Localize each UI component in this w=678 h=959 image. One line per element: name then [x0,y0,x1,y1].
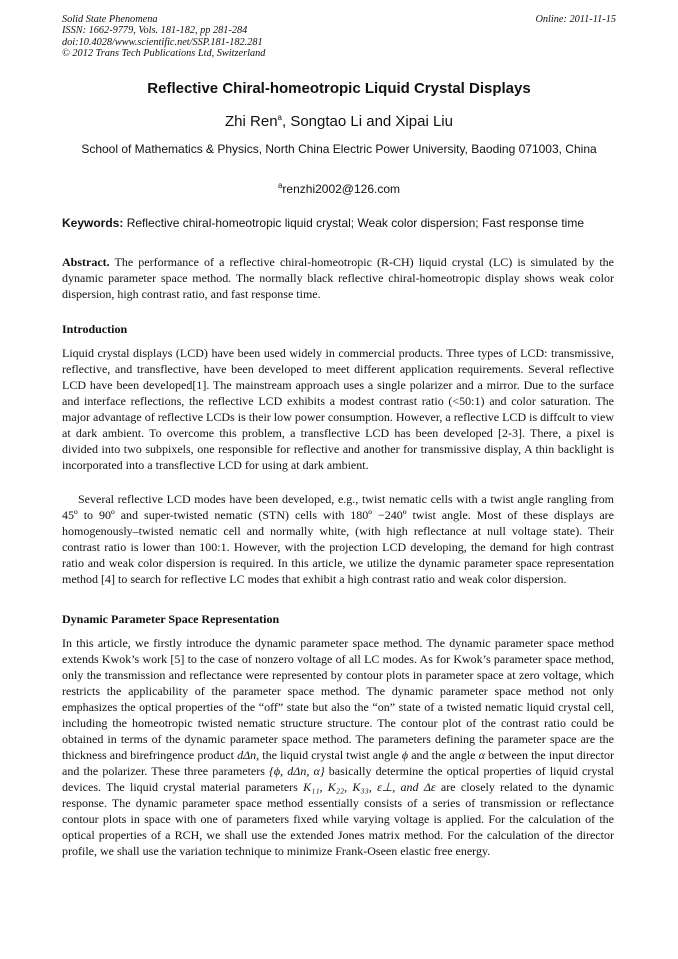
abstract-text: The performance of a reflective chiral-homeotropic (R-CH) liquid crystal (LC) is simulated by the dynamic parameter space method. The normally black reflective chiral-homeotropic display shows weak color dispersion, high contrast ratio, and fast response time. [62,255,614,301]
dps-text-c: and the angle [408,748,479,762]
author-first-sup: a [277,113,282,122]
online-date: Online: 2011-11-15 [535,14,616,25]
abstract-label: Abstract. [62,255,110,269]
author-email [0,181,678,196]
journal-header [62,14,265,59]
journal-name: Solid State Phenomena [62,14,158,25]
author-list [0,113,678,130]
parameter-set: {ϕ, dΔn, α} [269,764,325,778]
journal-copyright: © 2012 Trans Tech Publications Ltd, Switzerland [62,47,266,59]
symbol-d-delta-n: dΔn [237,748,257,762]
symbol-alpha: α [478,748,485,762]
email-sup: a [277,181,283,190]
material-parameters: K₁₁, K₂₂, K₃₃, ε⊥, and Δε [303,780,436,794]
dps-text-d: between the input director and the polarizer. These three parameters [62,748,614,778]
affiliation: School of Mathematics & Physics, North China Electric Power University, Baoding 071003, China [81,142,597,156]
symbol-phi: ϕ [401,748,409,762]
dps-text-f: are closely related to the dynamic response. The dynamic parameter space method essentially consists of a series of transmission or reflectance contour plots in space with one of parameters fixed while varying voltage is applied. For the calculation of the optical properties of a RCH, we shall use the extended Jones matrix method. For the calculation of the director profile, we shall use the variation technique to minimize Frank-Oseen elastic free energy. [62,780,614,858]
keywords-text: Reflective chiral-homeotropic liquid crystal; Weak color dispersion; Fast response time [123,216,584,230]
abstract [62,254,614,302]
section-heading-dps: Dynamic Parameter Space Representation [62,612,280,626]
author-rest: , Songtao Li and Xipai Liu [282,113,453,130]
dps-text-a: In this article, we firstly introduce the dynamic parameter space method. The dynamic parameter space method extends Kwok’s work [5] to the case of nonzero voltage of all LC modes. As for Kwok’s parameter space method, only the transmission and reflectance were represented by contour plots in parameter space at zero voltage, which restricts the applicability of the parameter space method. The dynamic parameter space method not only emphasizes the optical properties of the “off” state but also the “on” state of a twisted nematic liquid crystal cell, including the homeotropic twisted nematic structure structure. The contour plot of the contrast ratio could be obtained in terms of the dynamic parameter space method. The parameters defining the parameter space are the thickness and birefringence product [62,636,614,762]
dps-paragraph [62,635,614,859]
email-address: renzhi2002@126.com [282,182,401,196]
section-heading-introduction: Introduction [62,322,128,336]
keywords [62,216,622,230]
journal-doi: doi:10.4028/www.scientific.net/SSP.181-182.281 [62,36,263,48]
paper-title: Reflective Chiral-homeotropic Liquid Crystal Displays [147,80,531,97]
dps-text-e: basically determine the optical properties of liquid crystal devices. The liquid crystal material parameters [62,764,614,794]
keywords-label: Keywords: [62,216,124,230]
intro-paragraph-2: Several reflective LCD modes have been developed, e.g., twist nematic cells with a twist angle rangling from 45º to 90º and super-twisted nematic (STN) cells with 180º −240º twist angle. Most of these displays are homogenously–twisted nematic cell and normally white, (with high reflectance at null voltage state). Their contrast ratio is lower than 100:1. However, with the projection LCD developing, the demand for high contrast ratio and weak color dispersion is required. In this article, we utilize the dynamic parameter space representation method [4] to search for reflective LC modes that exhibit a high contrast ratio and weak color dispersion. [62,492,614,586]
intro-paragraph-1: Liquid crystal displays (LCD) have been used widely in commercial products. Three types of LCD: transmissive, reflective, and transflective, have been developed to meet different application requirements. Several reflective LCD have been developed[1]. The mainstream approach uses a single polarizer and a mirror. Due to the surface and interface reflections, the reflective LCD exhibits a modest contrast ratio (<50:1) and color saturation. The major advantage of reflective LCDs is their low power consumption. However, a reflective LCD is diffcult to view at dark ambient. To overcome this problem, a transflective LCD has been developed [2-3]. There, a pixel is divided into two subpixels, one responsible for reflective and another for transmissive display, A thin backlight is incorporated into a transflective LCD for using at dark ambient. [62,346,614,472]
journal-issn: ISSN: 1662-9779, Vols. 181-182, pp 281-284 [62,25,248,37]
author-first: Zhi Ren [225,113,278,130]
dps-text-b: , the liquid crystal twist angle [256,748,402,762]
